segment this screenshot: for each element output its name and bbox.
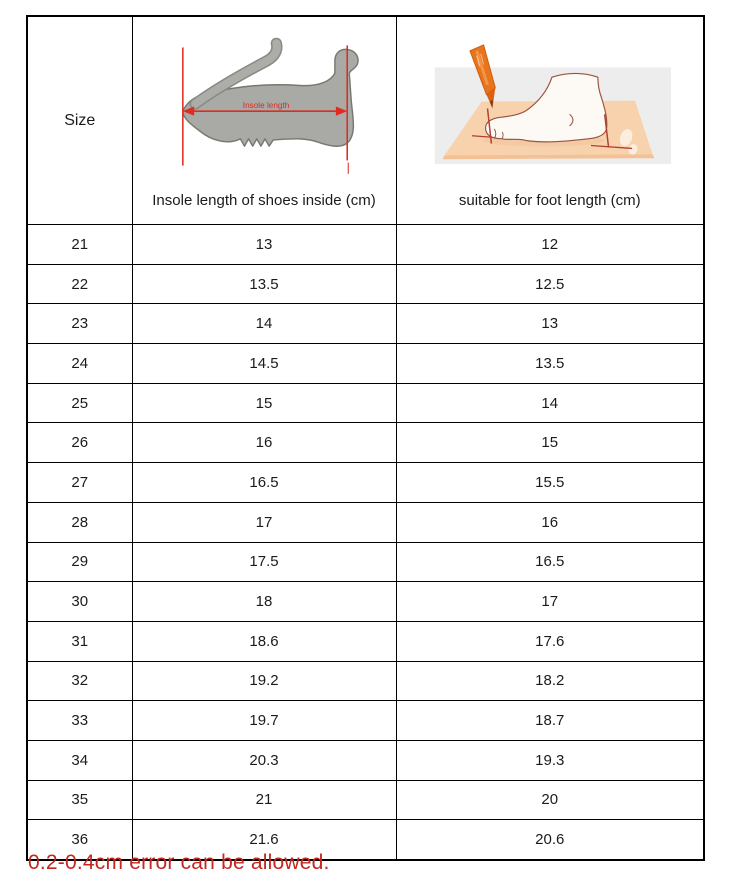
insole-diagram [166, 17, 362, 192]
foot-length-cell: 12.5 [396, 264, 704, 304]
table-row [27, 264, 704, 304]
foot-length-cell: 19.3 [396, 740, 704, 780]
foot-length-cell: 20 [396, 780, 704, 820]
header-row [27, 16, 704, 225]
table-row [27, 780, 704, 820]
size-cell: 21 [27, 225, 132, 265]
col-header-size [27, 16, 132, 225]
foot-length-cell: 17 [396, 582, 704, 622]
foot-length-cell: 12 [396, 225, 704, 265]
foot-length-cell: 18.7 [396, 701, 704, 741]
insole-length-cell: 21 [132, 780, 396, 820]
foot-length-cell: 15.5 [396, 463, 704, 503]
insole-length-cell: 13.5 [132, 264, 396, 304]
table-row [27, 661, 704, 701]
table-row [27, 423, 704, 463]
foot-measure-icon [425, 40, 675, 169]
size-cell: 26 [27, 423, 132, 463]
insole-length-cell: 20.3 [132, 740, 396, 780]
insole-length-cell: 13 [132, 225, 396, 265]
col-header-foot [396, 16, 704, 225]
insole-length-cell: 16 [132, 423, 396, 463]
insole-length-cell: 15 [132, 383, 396, 423]
size-cell: 36 [27, 820, 132, 860]
table-row [27, 701, 704, 741]
size-cell: 27 [27, 463, 132, 503]
foot-length-cell: 17.6 [396, 621, 704, 661]
size-cell: 22 [27, 264, 132, 304]
insole-length-cell: 19.7 [132, 701, 396, 741]
size-cell: 35 [27, 780, 132, 820]
insole-length-cell: 16.5 [132, 463, 396, 503]
size-cell: 32 [27, 661, 132, 701]
size-column-label: Size [64, 111, 96, 129]
table-row [27, 740, 704, 780]
table-row [27, 582, 704, 622]
size-cell: 30 [27, 582, 132, 622]
foot-length-cell: 18.2 [396, 661, 704, 701]
insole-length-cell: 14 [132, 304, 396, 344]
insole-length-annotation: Insole length [242, 100, 290, 110]
foot-length-cell: 15 [396, 423, 704, 463]
foot-measure-diagram [425, 17, 675, 192]
insole-diagram-icon [166, 30, 362, 180]
foot-column-label: suitable for foot length (cm) [458, 192, 641, 209]
size-chart-table [26, 15, 705, 861]
col-header-insole [132, 16, 396, 225]
table-row [27, 542, 704, 582]
insole-length-cell: 14.5 [132, 344, 396, 384]
size-cell: 33 [27, 701, 132, 741]
insole-column-label: Insole length of shoes inside (cm) [152, 192, 376, 209]
foot-length-cell: 13 [396, 304, 704, 344]
foot-length-cell: 13.5 [396, 344, 704, 384]
size-cell: 29 [27, 542, 132, 582]
size-cell: 25 [27, 383, 132, 423]
size-cell: 28 [27, 502, 132, 542]
insole-length-cell: 18 [132, 582, 396, 622]
insole-length-cell: 21.6 [132, 820, 396, 860]
insole-length-cell: 17.5 [132, 542, 396, 582]
tolerance-note: 0.2-0.4cm error can be allowed. [28, 851, 330, 874]
size-cell: 23 [27, 304, 132, 344]
foot-length-cell: 20.6 [396, 820, 704, 860]
size-cell: 34 [27, 740, 132, 780]
foot-length-cell: 16 [396, 502, 704, 542]
table-row [27, 304, 704, 344]
table-row [27, 383, 704, 423]
insole-length-cell: 19.2 [132, 661, 396, 701]
size-chart [26, 15, 705, 861]
size-cell: 31 [27, 621, 132, 661]
table-row [27, 463, 704, 503]
size-cell: 24 [27, 344, 132, 384]
table-row [27, 225, 704, 265]
table-row [27, 344, 704, 384]
insole-length-cell: 18.6 [132, 621, 396, 661]
table-row [27, 621, 704, 661]
foot-length-cell: 14 [396, 383, 704, 423]
foot-length-cell: 16.5 [396, 542, 704, 582]
table-row [27, 502, 704, 542]
insole-length-cell: 17 [132, 502, 396, 542]
